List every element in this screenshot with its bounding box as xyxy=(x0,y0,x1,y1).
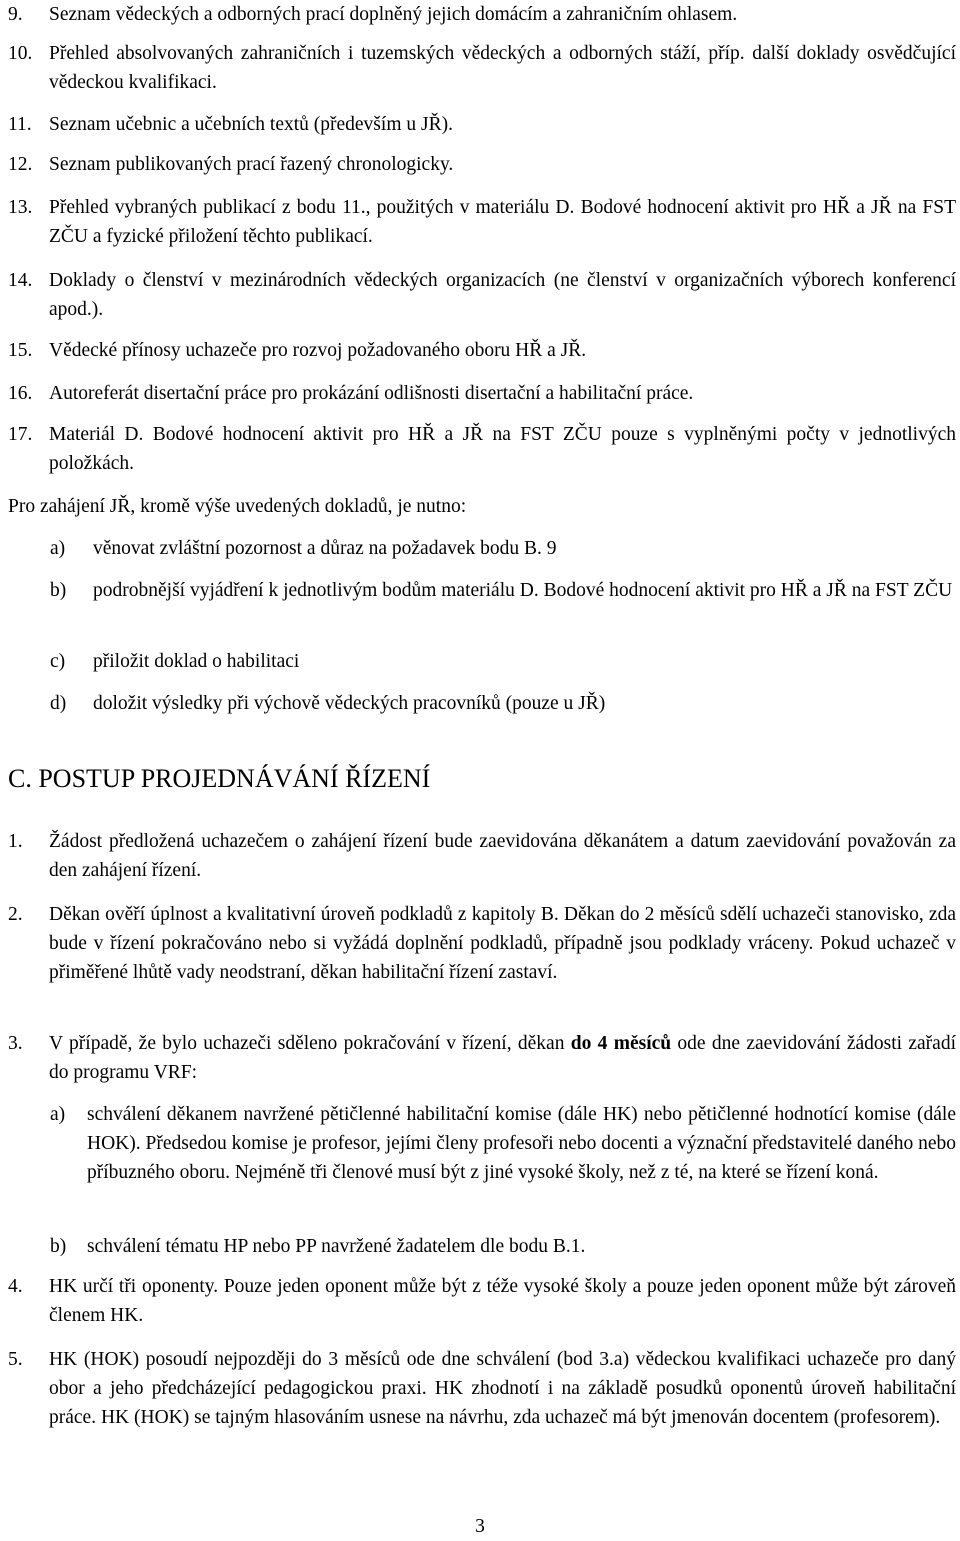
list-item xyxy=(8,193,956,251)
list-item xyxy=(8,0,956,29)
step-text-part: V případě, že bylo uchazeči sděleno pokračování v řízení, děkan xyxy=(49,1033,571,1054)
item-text: Materiál D. Bodové hodnocení aktivit pro HŘ a JŘ na FST ZČU pouze s vyplněnými počty v jednotlivých položkách. xyxy=(49,424,956,474)
item-text: Doklady o členství v mezinárodních vědeckých organizacích (ne členství v organizačních výborech konferencí apod.). xyxy=(49,270,956,320)
list-item xyxy=(8,336,956,365)
item-text: věnovat zvláštní pozornost a důraz na požadavek bodu B. 9 xyxy=(93,538,557,559)
list-item xyxy=(8,110,956,139)
deadline-emphasis: do 4 měsíců xyxy=(570,1033,678,1054)
step-text: Děkan ověří úplnost a kvalitativní úroveň podkladů z kapitoly B. Děkan do 2 měsíců sdělí uchazeči stanovisko, zda bude v řízení pokračováno nebo si vyžádá doplnění podkladů, případně jsou podklady vráceny. Pokud uchazeč v přiměřené lhůtě vady neodstraní, děkan habilitační řízení zastaví. xyxy=(49,904,956,983)
item-number: 13. xyxy=(8,197,33,218)
item-number: 12. xyxy=(8,154,33,175)
step-number: 3. xyxy=(8,1033,23,1054)
jr-intro: Pro zahájení JŘ, kromě výše uvedených dokladů, je nutno: xyxy=(8,496,467,517)
step-number: 5. xyxy=(8,1349,23,1370)
list-item xyxy=(8,379,956,408)
page-number: 3 xyxy=(475,1516,485,1537)
item-text: Seznam publikovaných prací řazený chronologicky. xyxy=(49,154,454,175)
item-number: 15. xyxy=(8,340,33,361)
step-text: HK určí tři oponenty. Pouze jeden oponent může být z téže vysoké školy a pouze jeden oponent může být zároveň členem HK. xyxy=(49,1276,956,1326)
item-text: Autoreferát disertační práce pro prokázání odlišnosti disertační a habilitační práce. xyxy=(49,383,694,404)
step-item xyxy=(8,827,956,885)
step-text: Žádost předložená uchazečem o zahájení řízení bude zaevidována děkanátem a datum zaevidování považován za den zahájení řízení. xyxy=(49,831,956,881)
item-text: Seznam učebnic a učebních textů (především u JŘ). xyxy=(49,114,453,135)
item-text: Seznam vědeckých a odborných prací doplněný jejich domácím a zahraničním ohlasem. xyxy=(49,4,738,25)
item-number: 14. xyxy=(8,270,33,291)
item-letter: d) xyxy=(50,693,67,714)
jr-item xyxy=(50,576,956,605)
step-text: HK (HOK) posoudí nejpozději do 3 měsíců ode dne schválení (bod 3.a) vědeckou kvalifikaci uchazeče pro daný obor a jeho předcházející pedagogickou praxi. HK zhodnotí i na základě posudků oponentů úroveň habilitační práce. HK (HOK) se tajným hlasováním usnese na návrhu, zda uchazeč má být jmenován docentem (profesorem). xyxy=(49,1349,956,1428)
item-text: schválení děkanem navržené pětičlenné habilitační komise (dále HK) nebo pětičlenné hodnotící komise (dále HOK). Předsedou komise je profesor, jejími členy profesoři nebo docenti a význační představitelé daného nebo příbuzného oboru. Nejméně tři členové musí být z jiné vysoké školy, než z té, na které se řízení koná. xyxy=(87,1104,956,1183)
item-number: 10. xyxy=(8,43,33,64)
step-number: 2. xyxy=(8,904,23,925)
item-number: 9. xyxy=(8,4,23,25)
item-number: 16. xyxy=(8,383,33,404)
item-text: doložit výsledky při výchově vědeckých pracovníků (pouze u JŘ) xyxy=(93,693,606,714)
item-text: schválení tématu HP nebo PP navržené žadatelem dle bodu B.1. xyxy=(87,1236,586,1257)
step-text xyxy=(49,1029,956,1087)
item-letter: b) xyxy=(50,1236,67,1257)
list-item xyxy=(8,150,956,179)
section-heading: C. POSTUP PROJEDNÁVÁNÍ ŘÍZENÍ xyxy=(8,764,431,793)
item-text: přiložit doklad o habilitaci xyxy=(93,651,300,672)
step-number: 1. xyxy=(8,831,23,852)
item-text: Přehled absolvovaných zahraničních i tuzemských vědeckých a odborných stáží, příp. další doklady osvědčující vědeckou kvalifikaci. xyxy=(49,43,956,93)
step-number: 4. xyxy=(8,1276,23,1297)
step-item xyxy=(8,900,956,987)
list-item xyxy=(8,266,956,324)
item-text: podrobnější vyjádření k jednotlivým bodům materiálu D. Bodové hodnocení aktivit pro HŘ a JŘ na FST ZČU xyxy=(93,580,953,601)
item-letter: c) xyxy=(50,651,66,672)
item-text: Vědecké přínosy uchazeče pro rozvoj požadovaného oboru HŘ a JŘ. xyxy=(49,340,587,361)
list-item xyxy=(8,39,956,97)
item-letter: a) xyxy=(50,538,66,559)
item-letter: b) xyxy=(50,580,67,601)
step-item xyxy=(8,1029,956,1087)
step-item xyxy=(8,1345,956,1432)
step-text-part: ode dne zaevidování žádosti zařadí do programu VRF: xyxy=(49,1033,956,1083)
step3-subitem xyxy=(50,1232,956,1261)
item-number: 11. xyxy=(8,114,32,135)
item-text: Přehled vybraných publikací z bodu 11., použitých v materiálu D. Bodové hodnocení aktivit pro HŘ a JŘ na FST ZČU a fyzické přiložení těchto publikací. xyxy=(49,197,956,247)
item-letter: a) xyxy=(50,1104,66,1125)
jr-item xyxy=(50,689,956,718)
list-item xyxy=(8,420,956,478)
jr-item xyxy=(50,534,956,563)
step-item xyxy=(8,1272,956,1330)
item-number: 17. xyxy=(8,424,33,445)
jr-item xyxy=(50,647,956,676)
step3-subitem xyxy=(50,1100,956,1187)
